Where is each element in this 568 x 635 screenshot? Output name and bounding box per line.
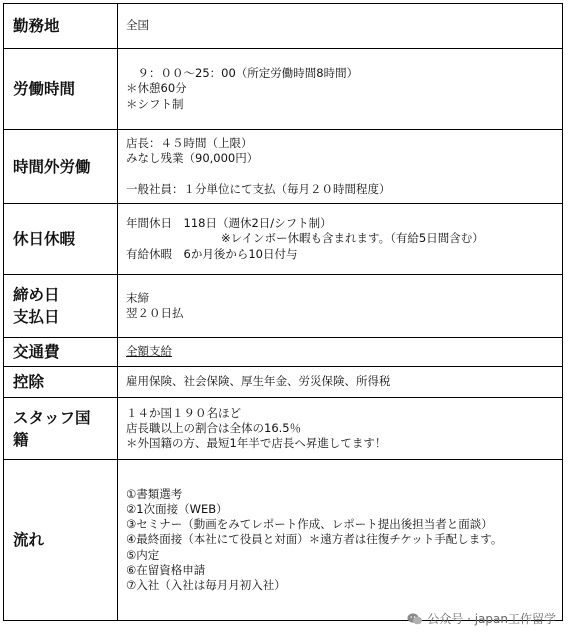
- wechat-icon: [407, 612, 423, 626]
- row-label: 流れ: [4, 460, 118, 621]
- row-value: 年間休日 118日（週休2日/シフト制） ※レインボー休暇も含まれます。（有給5日間含む） 有給休暇 6か月後から10日付与: [118, 204, 563, 275]
- row-value: ９：００～25：00（所定労働時間8時間） ＊休憩60分 ＊シフト制: [118, 49, 563, 130]
- row-value: 末締 翌２０日払: [118, 275, 563, 338]
- row-value: 雇用保険、社会保険、厚生年金、労災保険、所得税: [118, 367, 563, 398]
- watermark: [407, 610, 556, 627]
- row-value: １４か国１９０名ほど 店長職以上の割合は全体の16.5％ ＊外国籍の方、最短1年半で店長へ昇進してます！: [118, 398, 563, 460]
- table-row-working-hours: [4, 49, 563, 130]
- row-value: 店長：４５時間（上限） みなし残業（90,000円） 一般社員：１分単位にて支払（毎月２０時間程度）: [118, 130, 563, 204]
- row-label: 交通費: [4, 338, 118, 367]
- row-label: 控除: [4, 367, 118, 398]
- row-label: 勤務地: [4, 4, 118, 49]
- row-value: 全国: [118, 4, 563, 49]
- table-row-work-location: [4, 4, 563, 49]
- row-label: 締め日 支払日: [4, 275, 118, 338]
- row-value: 全額支給: [118, 338, 563, 367]
- table-row-overtime: [4, 130, 563, 204]
- table-row-transport: [4, 338, 563, 367]
- job-conditions-table: [3, 3, 563, 621]
- row-label: 労働時間: [4, 49, 118, 130]
- row-label: 休日休暇: [4, 204, 118, 275]
- watermark-text: 公众号 · japan工作留学: [427, 612, 556, 626]
- table-row-process-flow: [4, 460, 563, 621]
- table-row-holidays: [4, 204, 563, 275]
- table-row-deductions: [4, 367, 563, 398]
- table-row-pay-dates: [4, 275, 563, 338]
- row-label: 時間外労働: [4, 130, 118, 204]
- row-label: スタッフ国 籍: [4, 398, 118, 460]
- table-row-staff-nationality: [4, 398, 563, 460]
- row-value: ①書類選考 ②1次面接（WEB） ③セミナー（動画をみてレポート作成、レポート提出後担当者と面談） ④最終面接（本社にて役員と対面）＊遠方者は往復チケット手配します。 ⑤内定 ⑥在留資格申請 ⑦入社（入社は毎月月初入社）: [118, 460, 563, 621]
